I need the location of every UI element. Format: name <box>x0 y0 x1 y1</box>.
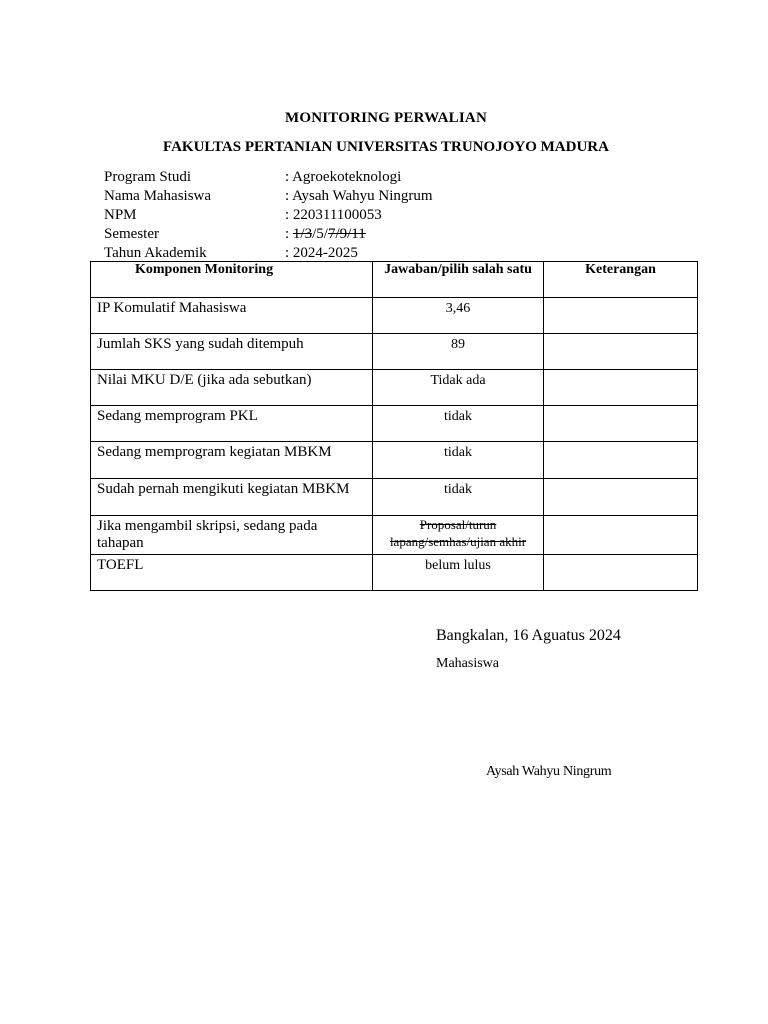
component-cell: Nilai MKU D/E (jika ada sebutkan) <box>97 372 312 388</box>
faculty-title: FAKULTAS PERTANIAN UNIVERSITAS TRUNOJOYO MADURA <box>163 139 609 155</box>
semester-struck-early: 1/3 <box>292 226 313 242</box>
table-row <box>91 406 698 442</box>
semester-label: Semester <box>104 226 159 242</box>
component-cell: IP Komulatif Mahasiswa <box>97 300 247 316</box>
header-note: Keterangan <box>544 262 698 298</box>
semester-separator: / <box>312 226 317 242</box>
student-info <box>104 168 433 263</box>
name-value: : Aysah Wahyu Ningrum <box>285 188 433 204</box>
note-cell <box>544 555 698 591</box>
component-cell: Sedang memprogram PKL <box>97 408 258 424</box>
component-cell: Sedang memprogram kegiatan MBKM <box>97 444 332 460</box>
program-label: Program Studi <box>104 169 192 185</box>
component-cell: Jumlah SKS yang sudah ditempuh <box>97 336 304 352</box>
signer-role: Mahasiswa <box>436 656 499 671</box>
semester-struck-late: 7/9/11 <box>327 226 366 242</box>
monitoring-table <box>90 261 698 591</box>
table-row <box>91 298 698 334</box>
info-row-name <box>104 187 433 206</box>
table-row <box>91 516 698 555</box>
table-header-row <box>91 262 698 298</box>
component-cell: TOEFL <box>97 557 144 573</box>
answer-cell: 3,46 <box>445 301 471 316</box>
semester-prefix: : <box>285 226 293 242</box>
table-row <box>91 334 698 370</box>
header-component: Komponen Monitoring <box>91 262 373 298</box>
answer-cell: belum lulus <box>425 558 491 573</box>
answer-cell: tidak <box>444 445 472 460</box>
npm-label: NPM <box>104 207 137 223</box>
answer-cell: Tidak ada <box>430 373 486 388</box>
year-value: : 2024-2025 <box>285 245 358 261</box>
semester-separator: / <box>323 226 328 242</box>
info-row-program <box>104 168 433 187</box>
note-cell <box>544 370 698 406</box>
semester-selected: 5 <box>316 226 324 242</box>
note-cell <box>544 479 698 516</box>
program-value: : Agroekoteknologi <box>285 169 402 185</box>
table-row <box>91 479 698 516</box>
npm-value: : 220311100053 <box>285 207 382 223</box>
header-answer: Jawaban/pilih salah satu <box>373 262 544 298</box>
answer-cell-struck: Proposal/turun lapang/semhas/ujian akhir <box>389 517 527 549</box>
answer-cell: 89 <box>451 337 465 352</box>
table-row <box>91 442 698 479</box>
note-cell <box>544 298 698 334</box>
note-cell <box>544 516 698 555</box>
table-row <box>91 370 698 406</box>
component-cell: Jika mengambil skripsi, sedang pada tahapan <box>97 518 318 551</box>
info-row-npm <box>104 206 433 225</box>
table-row <box>91 555 698 591</box>
year-label: Tahun Akademik <box>104 245 207 261</box>
answer-cell: tidak <box>444 482 472 497</box>
answer-cell: tidak <box>444 409 472 424</box>
note-cell <box>544 442 698 479</box>
signer-name: Aysah Wahyu Ningrum <box>486 764 612 779</box>
info-row-semester <box>104 225 433 244</box>
document-title: MONITORING PERWALIAN <box>285 110 487 126</box>
note-cell <box>544 406 698 442</box>
note-cell <box>544 334 698 370</box>
name-label: Nama Mahasiswa <box>104 188 212 204</box>
place-date: Bangkalan, 16 Aguatus 2024 <box>436 627 621 644</box>
component-cell: Sudah pernah mengikuti kegiatan MBKM <box>97 481 350 497</box>
